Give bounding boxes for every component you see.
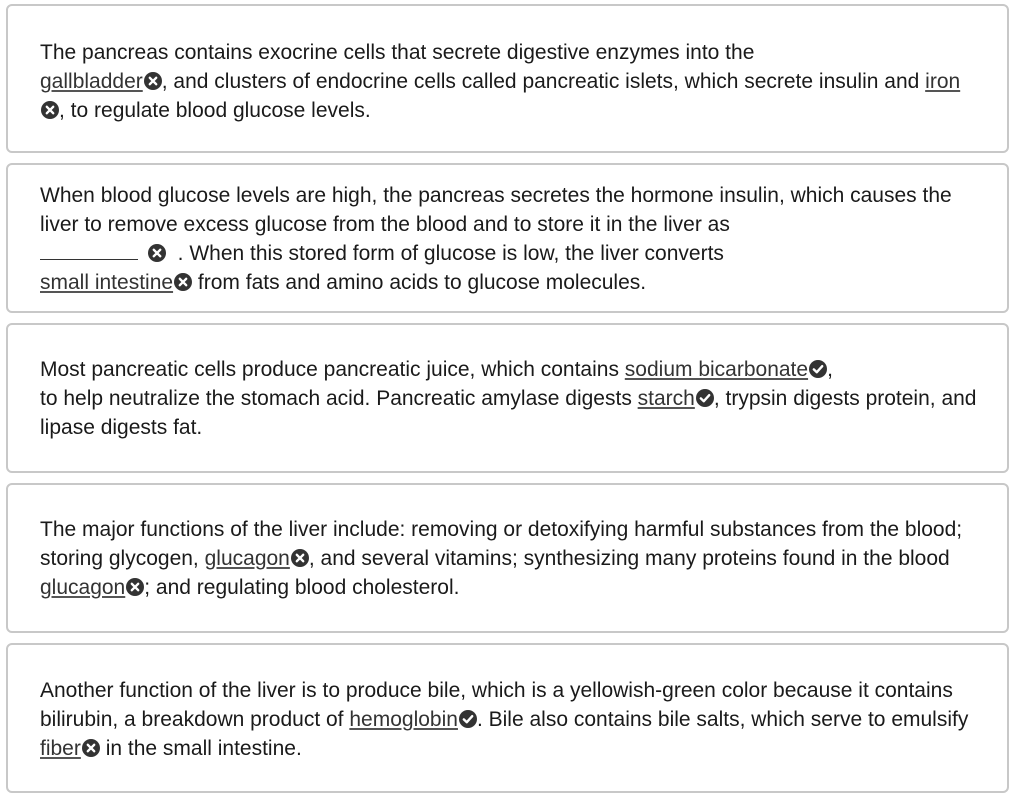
card-3-text — [40, 355, 977, 442]
answer-small-intestine[interactable]: small intestine — [40, 271, 174, 294]
answer-blank[interactable] — [40, 239, 138, 260]
incorrect-icon — [41, 101, 59, 119]
card-2-text — [40, 181, 977, 297]
question-card-5 — [6, 643, 1009, 793]
card-3-text-part: Most pancreatic cells produce pancreatic juice, which contains — [40, 358, 625, 381]
answer-sodium-bicarbonate[interactable]: sodium bicarbonate — [624, 358, 809, 381]
card-1-text — [40, 38, 977, 125]
incorrect-icon — [144, 72, 162, 90]
card-2-text-part: When blood glucose levels are high, the pancreas secretes the hormone insulin, which causes the liver to remove excess glucose from the blood and to store it in the liver as — [40, 184, 952, 236]
question-card-1 — [6, 4, 1009, 153]
card-1-text-part: , and clusters of endocrine cells called pancreatic islets, which secrete insulin and — [161, 70, 926, 93]
answer-glucagon-2[interactable]: glucagon — [40, 576, 126, 599]
card-2-text-part: from fats and amino acids to glucose molecules. — [192, 271, 647, 294]
answer-glucagon-1[interactable]: glucagon — [204, 547, 290, 570]
question-card-3 — [6, 323, 1009, 473]
incorrect-icon — [126, 578, 144, 596]
card-5-text-part: . Bile also contains bile salts, which serve to emulsify — [476, 708, 969, 731]
question-card-4 — [6, 483, 1009, 633]
card-3-text-part: , trypsin digests protein, and lipase digests fat. — [40, 387, 977, 439]
card-4-text — [40, 515, 977, 602]
card-4-text-part: The major functions of the liver include: removing or detoxifying harmful substances from the blood; storing glycogen, — [40, 518, 963, 570]
question-card-2 — [6, 163, 1009, 313]
answer-starch[interactable]: starch — [637, 387, 695, 410]
incorrect-icon — [148, 244, 166, 262]
answer-hemoglobin[interactable]: hemoglobin — [349, 708, 458, 731]
card-3-text-part: to help neutralize the stomach acid. Pancreatic amylase digests — [40, 387, 638, 410]
card-5-text — [40, 676, 977, 763]
card-1-text-part: , to regulate blood glucose levels. — [59, 99, 371, 122]
card-2-text-part: . When this stored form of glucose is low, the liver converts — [177, 242, 724, 265]
answer-iron[interactable]: iron — [925, 70, 961, 93]
card-5-text-part: in the small intestine. — [99, 737, 302, 760]
answer-gallbladder[interactable]: gallbladder — [40, 70, 143, 93]
correct-icon — [696, 389, 714, 407]
correct-icon — [809, 360, 827, 378]
incorrect-icon — [82, 739, 100, 757]
card-4-text-part: , and several vitamins; synthesizing many proteins found in the blood — [308, 547, 950, 570]
incorrect-icon — [291, 549, 309, 567]
card-3-text-part: , — [827, 358, 833, 381]
card-4-text-part: ; and regulating blood cholesterol. — [144, 576, 460, 599]
answer-fiber[interactable]: fiber — [40, 737, 81, 760]
card-1-text-part: The pancreas contains exocrine cells that secrete digestive enzymes into the — [40, 41, 755, 64]
card-5-text-part: Another function of the liver is to produce bile, which is a yellowish-green color because it contains bilirubin, a breakdown product of — [40, 679, 953, 731]
correct-icon — [459, 710, 477, 728]
incorrect-icon — [174, 273, 192, 291]
